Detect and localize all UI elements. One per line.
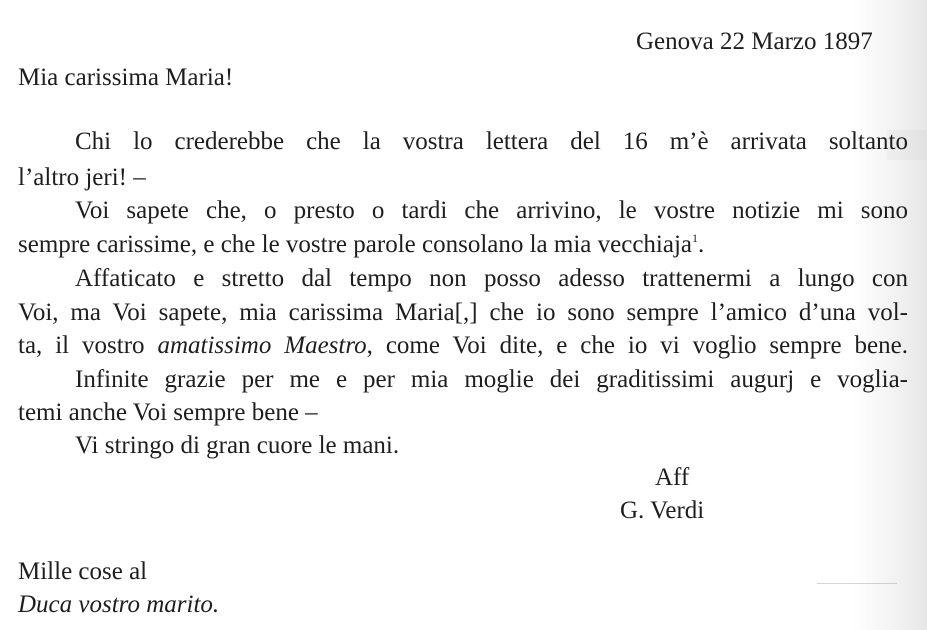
paragraph-3-line-3-a: ta, il vostro bbox=[18, 332, 158, 359]
paragraph-2-line-2 bbox=[18, 230, 704, 260]
paragraph-5: Vi stringo di gran cuore le mani. bbox=[75, 432, 400, 459]
paragraph-2-line-2-end: . bbox=[698, 231, 705, 258]
paragraph-3-line-3 bbox=[18, 331, 908, 361]
paragraph-3-line-1: Affaticato e stretto dal tempo non posso adesso trattenermi a lungo con bbox=[75, 265, 908, 292]
paragraph-3-line-2: Voi, ma Voi sapete, mia carissima Maria[,] che io sono sempre l’amico d’una vol- bbox=[18, 299, 908, 326]
paragraph-1-line-1: Chi lo crederebbe che la vostra lettera del 16 m’è arrivata soltanto bbox=[75, 128, 908, 155]
footnote-marker: 1 bbox=[692, 231, 699, 245]
paragraph-2-line-1: Voi sapete che, o presto o tardi che arrivino, le vostre notizie mi sono bbox=[75, 197, 908, 224]
letter-signature: G. Verdi bbox=[620, 497, 705, 524]
postscript-line-2 bbox=[18, 590, 219, 620]
paragraph-1-line-2: l’altro jeri! – bbox=[18, 164, 146, 191]
letter-closing: Aff bbox=[655, 464, 690, 491]
letter-date: Genova 22 Marzo 1897 bbox=[636, 28, 873, 55]
postscript-italic: Duca vostro marito. bbox=[18, 591, 220, 618]
paragraph-4-line-1: Infinite grazie per me e per mia moglie dei graditissimi augurj e voglia- bbox=[75, 366, 908, 393]
letter-salutation: Mia carissima Maria! bbox=[18, 64, 234, 91]
postscript-line-1: Mille cose al bbox=[18, 558, 148, 585]
paragraph-3-line-3-b: , come Voi dite, e che io vi voglio sempre bene. bbox=[366, 332, 908, 359]
scan-edge-mark bbox=[817, 583, 897, 584]
paragraph-4-line-2: temi anche Voi sempre bene – bbox=[18, 399, 318, 426]
paragraph-2-line-2-text: sempre carissime, e che le vostre parole consolano la mia vecchiaja bbox=[18, 231, 693, 258]
paragraph-3-italic-phrase: amatissimo Maestro bbox=[157, 332, 367, 359]
